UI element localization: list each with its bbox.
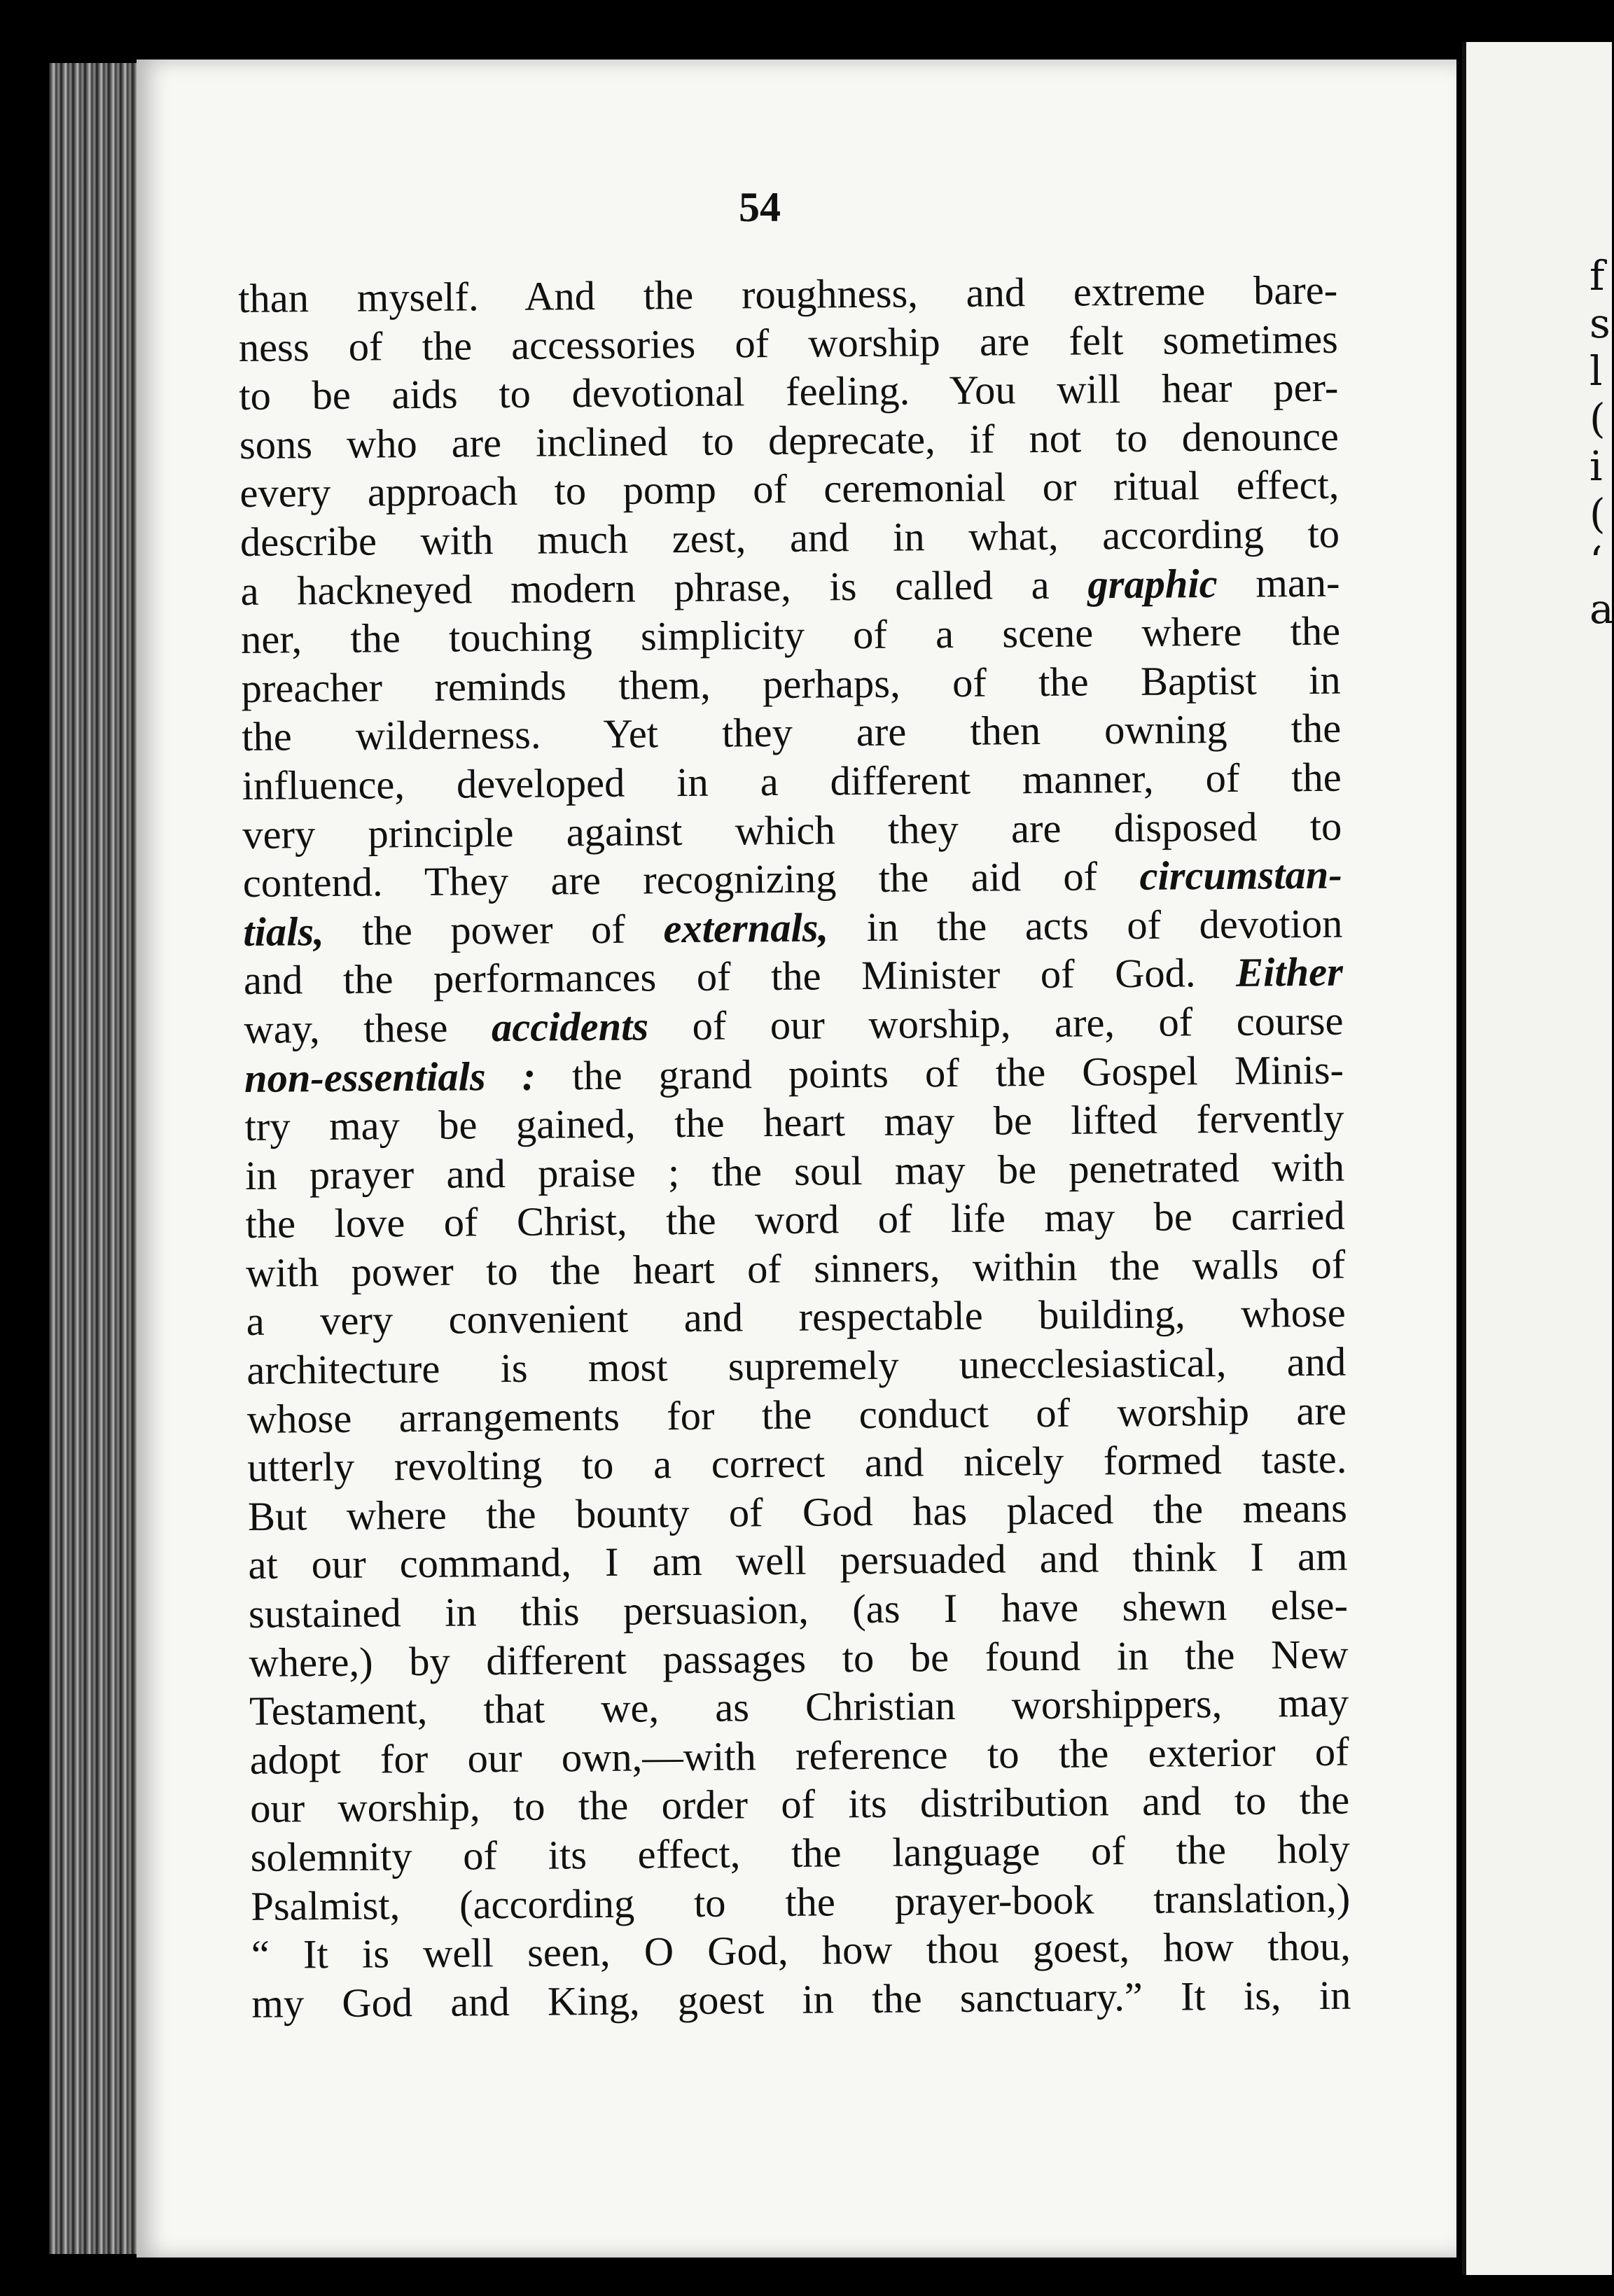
text-line: adopt for our own,—with reference to the exterior of <box>249 1728 1349 1783</box>
text-line: where,) by different passages to be found in the New <box>249 1631 1349 1686</box>
text-line: with power to the heart of sinners, within the walls of <box>245 1241 1346 1296</box>
text-line: architecture is most supremely unecclesiastical, and <box>246 1338 1347 1394</box>
text-line: a very convenient and respectable building, whose <box>246 1290 1346 1345</box>
text-line: the love of Christ, the word of life may be carried <box>245 1192 1345 1247</box>
facing-page-fragment: f <box>1589 252 1605 300</box>
emphasized-word: circumstan- <box>1139 851 1343 899</box>
text-line: in prayer and praise ; the soul may be penetrated with <box>244 1144 1345 1198</box>
emphasized-word: Either <box>1235 948 1344 996</box>
text-line: describe with much zest, and in what, according to <box>239 510 1340 565</box>
text-line: “ It is well seen, O God, how thou goest, how thou, <box>251 1923 1351 1978</box>
text-line: contend. They are recognizing the aid of circumstan- <box>242 851 1343 906</box>
text-line: sons who are inclined to deprecate, if not to denounce <box>239 413 1340 468</box>
text-line: our worship, to the order of its distribution and to the <box>249 1777 1350 1832</box>
facing-page-fragment: s <box>1589 300 1610 347</box>
facing-page-fragment: ( <box>1589 490 1606 538</box>
facing-page-fragment: l <box>1589 347 1603 395</box>
text-line: a hackneyed modern phrase, is called a graphic man- <box>240 559 1340 614</box>
text-line: to be aids to devotional feeling. You will hear per- <box>239 364 1339 419</box>
facing-page-fragment: ( <box>1589 395 1606 442</box>
text-line: non-essentials : the grand points of the Gospel Minis- <box>244 1046 1344 1101</box>
text-line: solemnity of its effect, the language of the holy <box>250 1826 1350 1880</box>
emphasized-word: externals, <box>663 904 829 951</box>
emphasized-word: accidents <box>491 1003 649 1051</box>
text-line: every approach to pomp of ceremonial or ritual effect, <box>239 462 1340 517</box>
text-line: preacher reminds them, perhaps, of the Baptist in <box>241 657 1341 711</box>
text-line: Psalmist, (according to the prayer-book translation,) <box>251 1875 1351 1929</box>
facing-page-fragment: a <box>1589 585 1614 633</box>
text-line: very principle against which they are disposed to <box>242 803 1342 858</box>
text-line: But where the bounty of God has placed the means <box>247 1485 1348 1539</box>
text-line: whose arrangements for the conduct of worship are <box>246 1387 1347 1442</box>
body-text <box>238 266 1351 2029</box>
emphasized-word: non-essentials : <box>244 1053 536 1101</box>
text-line: at our command, I am well persuaded and think I am <box>248 1534 1348 1588</box>
page-number: 54 <box>739 184 781 230</box>
facing-page-fragment: i <box>1589 442 1603 490</box>
text-line: tials, the power of externals, in the acts of devotion <box>243 900 1343 955</box>
facing-page-text-fragments <box>1589 252 1614 633</box>
book-page-edges <box>49 63 140 2254</box>
text-line: try may be gained, the heart may be lifted fervently <box>244 1095 1344 1150</box>
emphasized-word: tials, <box>243 908 325 955</box>
text-line: the wilderness. Yet they are then owning the <box>241 705 1342 760</box>
text-line: ness of the accessories of worship are felt sometimes <box>238 316 1339 370</box>
emphasized-word: graphic <box>1087 560 1218 608</box>
text-line: than myself. And the roughness, and extreme bare- <box>238 267 1338 321</box>
text-line: and the performances of the Minister of God. Either <box>243 948 1344 1004</box>
text-line: sustained in this persuasion, (as I have shewn else- <box>248 1582 1349 1637</box>
text-line: Testament, that we, as Christian worshippers, may <box>249 1679 1349 1735</box>
text-line: way, these accidents of our worship, are, of course <box>244 997 1344 1052</box>
text-line: influence, developed in a different manner, of the <box>242 754 1342 808</box>
text-line: utterly revolting to a correct and nicely formed taste. <box>247 1436 1347 1491</box>
text-line: my God and King, goest in the sanctuary.” It is, in <box>251 1972 1351 2026</box>
facing-page-fragment: ‘ <box>1589 538 1603 585</box>
text-line: ner, the touching simplicity of a scene where the <box>240 608 1341 663</box>
